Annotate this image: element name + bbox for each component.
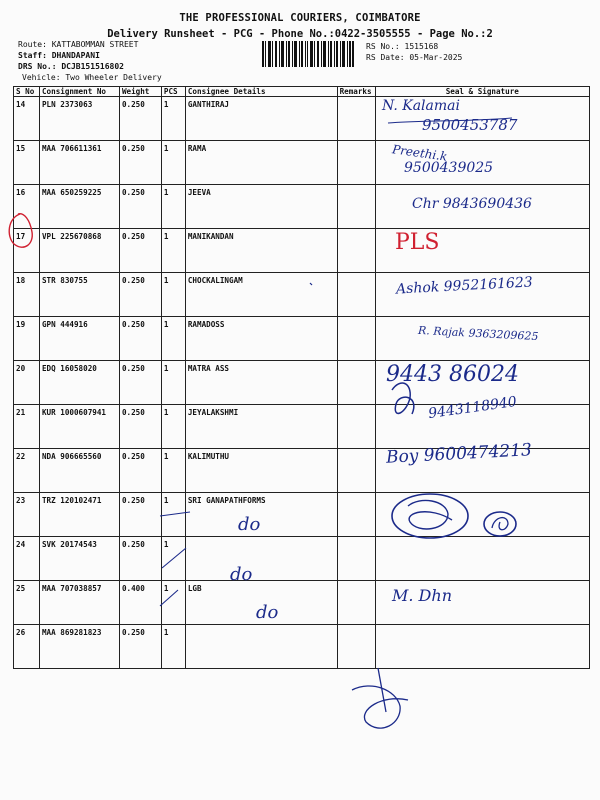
cell-signature	[375, 493, 589, 537]
cell-pcs: 1	[161, 581, 185, 625]
cell-sno: 18	[14, 273, 40, 317]
cell-weight: 0.250	[119, 141, 161, 185]
handwritten-entry-25: M. Dhn	[392, 586, 452, 605]
cell-weight: 0.250	[119, 273, 161, 317]
table-row	[14, 141, 590, 185]
cell-consignee: JEYALAKSHMI	[185, 405, 337, 449]
cell-sno: 15	[14, 141, 40, 185]
cell-consignment: KUR 1000607941	[39, 405, 119, 449]
cell-pcs: 1	[161, 229, 185, 273]
cell-consignee: RAMADOSS	[185, 317, 337, 361]
cell-consignee: SRI GANAPATHFORMS	[185, 493, 337, 537]
cell-sno: 14	[14, 97, 40, 141]
cell-consignment: MAA 707038857	[39, 581, 119, 625]
cell-consignment: MAA 869281823	[39, 625, 119, 669]
cell-remarks	[337, 581, 375, 625]
cell-consignee	[185, 625, 337, 669]
cell-signature	[375, 625, 589, 669]
handwritten-ditto-3: do	[256, 602, 279, 623]
runsheet-subtitle: Delivery Runsheet - PCG - Phone No.:0422-3505555 - Page No.:2	[107, 28, 493, 40]
barcode-image	[262, 41, 354, 67]
cell-consignment: NDA 906665560	[39, 449, 119, 493]
cell-remarks	[337, 273, 375, 317]
column-header-weight: Weight	[119, 87, 161, 97]
handwritten-name-15: Preethi.k	[391, 142, 449, 164]
cell-remarks	[337, 625, 375, 669]
handwritten-entry-21b: 9443118940	[427, 393, 518, 423]
cell-sno: 21	[14, 405, 40, 449]
cell-weight: 0.250	[119, 317, 161, 361]
table-row	[14, 537, 590, 581]
table-row	[14, 625, 590, 669]
handwritten-entry-21a: 9443 86024	[386, 362, 519, 387]
column-header-consignment: Consignment No	[39, 87, 119, 97]
cell-weight: 0.250	[119, 97, 161, 141]
cell-pcs: 1	[161, 97, 185, 141]
cell-pcs: 1	[161, 405, 185, 449]
bottom-signature-scribble	[352, 668, 408, 728]
handwritten-name-14: N. Kalamai	[382, 98, 460, 114]
runsheet-title: THE PROFESSIONAL COURIERS, COIMBATORE	[179, 12, 421, 24]
handwritten-entry-20: R. Rajak 9363209625	[417, 323, 539, 344]
cell-pcs: 1	[161, 317, 185, 361]
column-header-pcs: PCS	[161, 87, 185, 97]
cell-consignment: STR 830755	[39, 273, 119, 317]
cell-remarks	[337, 185, 375, 229]
cell-sno: 24	[14, 537, 40, 581]
cell-remarks	[337, 229, 375, 273]
cell-pcs: 1	[161, 493, 185, 537]
rs-date: RS Date: 05-Mar-2025	[366, 53, 463, 62]
handwritten-entry-23: Boy 9600474213	[385, 440, 533, 468]
handwritten-phone-15: 9500439025	[404, 160, 494, 176]
cell-consignment: GPN 444916	[39, 317, 119, 361]
cell-sno: 17	[14, 229, 40, 273]
cell-pcs: 1	[161, 625, 185, 669]
cell-remarks	[337, 97, 375, 141]
cell-pcs: 1	[161, 273, 185, 317]
cell-remarks	[337, 449, 375, 493]
cell-pcs: 1	[161, 141, 185, 185]
drs-number: DRS No.: DCJB151516802	[18, 62, 124, 71]
cell-weight: 0.250	[119, 229, 161, 273]
cell-weight: 0.250	[119, 449, 161, 493]
cell-remarks	[337, 405, 375, 449]
cell-consignment: PLN 2373063	[39, 97, 119, 141]
cell-consignment: VPL 225670868	[39, 229, 119, 273]
cell-remarks	[337, 493, 375, 537]
cell-weight: 0.250	[119, 405, 161, 449]
cell-weight: 0.250	[119, 625, 161, 669]
cell-sno: 20	[14, 361, 40, 405]
cell-remarks	[337, 361, 375, 405]
cell-consignee: GANTHIRAJ	[185, 97, 337, 141]
route-label: Route: KATTABOMMAN STREET	[18, 40, 139, 49]
staff-label: Staff: DHANDAPANI	[18, 51, 100, 60]
table-row	[14, 581, 590, 625]
handwritten-ditto-2: do	[230, 564, 253, 585]
cell-weight: 0.250	[119, 361, 161, 405]
cell-pcs: 1	[161, 537, 185, 581]
cell-weight: 0.400	[119, 581, 161, 625]
column-header-signature: Seal & Signature	[375, 87, 589, 97]
handwritten-entry-18: Ashok 9952161623	[395, 274, 534, 298]
cell-consignee: KALIMUTHU	[185, 449, 337, 493]
cell-consignee: RAMA	[185, 141, 337, 185]
column-header-sno: S No	[14, 87, 40, 97]
column-header-consignee: Consignee Details	[185, 87, 337, 97]
handwritten-ditto-1: do	[238, 514, 261, 535]
cell-consignment: TRZ 120102471	[39, 493, 119, 537]
cell-pcs: 1	[161, 185, 185, 229]
handwritten-phone-14: 9500453787	[422, 116, 518, 134]
cell-consignment: SVK 20174543	[39, 537, 119, 581]
column-header-remarks: Remarks	[337, 87, 375, 97]
cell-consignment: EDQ 16058020	[39, 361, 119, 405]
cell-sno: 19	[14, 317, 40, 361]
table-row	[14, 493, 590, 537]
cell-sno: 22	[14, 449, 40, 493]
cell-consignee	[185, 537, 337, 581]
cell-remarks	[337, 537, 375, 581]
cell-consignee: JEEVA	[185, 185, 337, 229]
vehicle-label: Vehicle: Two Wheeler Delivery	[22, 73, 162, 82]
cell-sno: 25	[14, 581, 40, 625]
cell-consignee: MANIKANDAN	[185, 229, 337, 273]
cell-weight: 0.250	[119, 493, 161, 537]
cell-weight: 0.250	[119, 185, 161, 229]
cell-consignment: MAA 706611361	[39, 141, 119, 185]
cell-consignee: MATRA ASS	[185, 361, 337, 405]
cell-signature	[375, 537, 589, 581]
cell-remarks	[337, 317, 375, 361]
cell-sno: 16	[14, 185, 40, 229]
cell-pcs: 1	[161, 449, 185, 493]
table-row	[14, 229, 590, 273]
cell-pcs: 1	[161, 361, 185, 405]
cell-consignee: LGB	[185, 581, 337, 625]
cell-weight: 0.250	[119, 537, 161, 581]
cell-remarks	[337, 141, 375, 185]
cell-sno: 23	[14, 493, 40, 537]
cell-consignment: MAA 650259225	[39, 185, 119, 229]
cell-sno: 26	[14, 625, 40, 669]
handwritten-entry-16: Chr 9843690436	[412, 196, 532, 212]
rs-number: RS No.: 1515168	[366, 42, 439, 51]
cell-consignee: CHOCKALINGAM	[185, 273, 337, 317]
table-header-row	[14, 87, 590, 97]
handwritten-entry-17: PLS	[395, 230, 440, 255]
